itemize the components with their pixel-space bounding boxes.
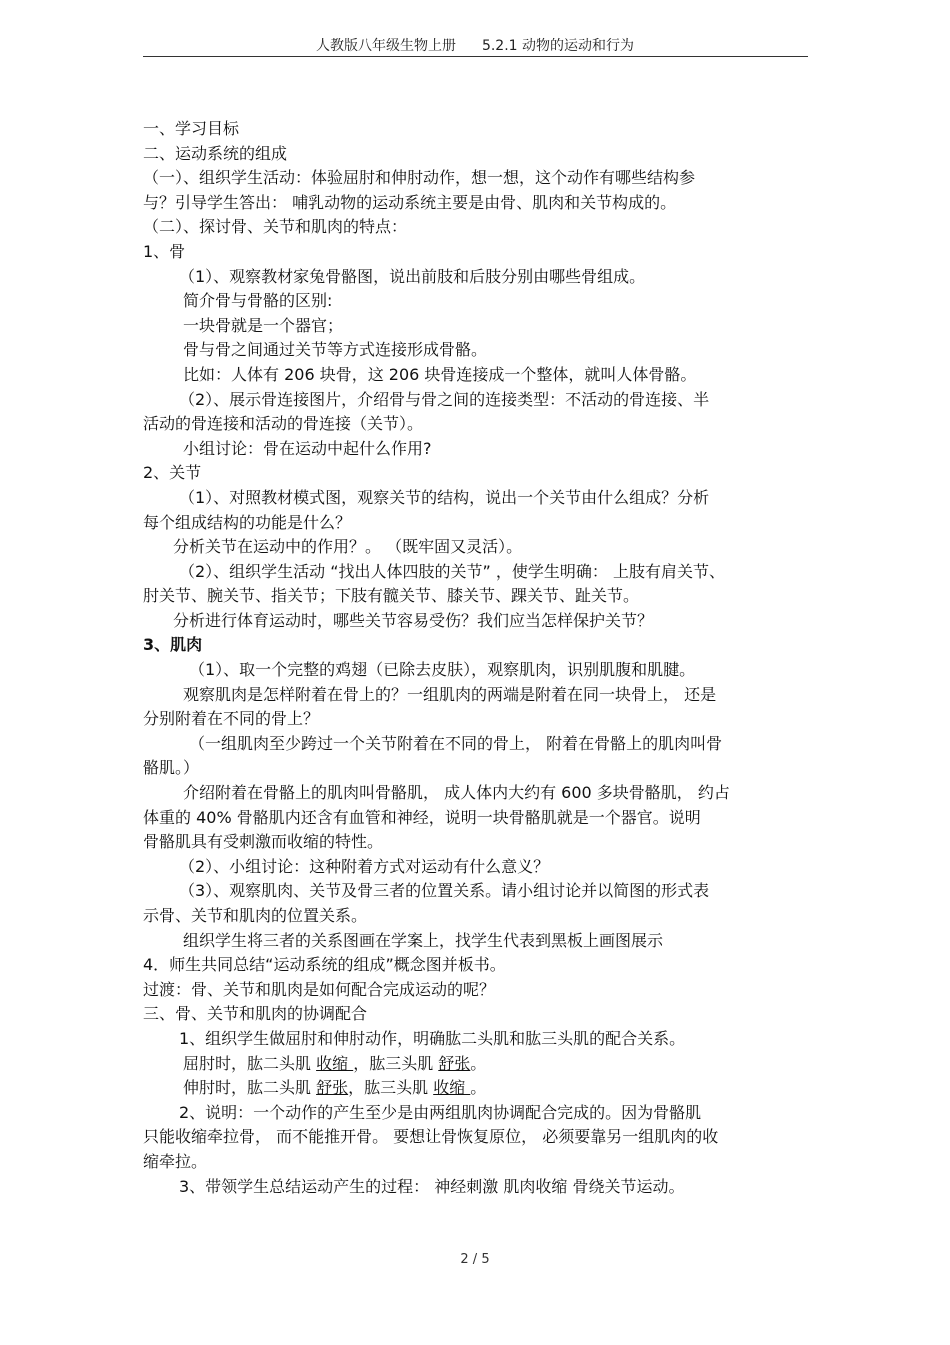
text-line: 缩牵拉。 xyxy=(143,1151,208,1171)
text-line: 介绍附着在骨骼上的肌肉叫骨骼肌， 成人体内大约有 600 多块骨骼肌， 约占 xyxy=(183,783,730,803)
text-line: 2、说明：一个动作的产生至少是由两组肌肉协调配合完成的。因为骨骼肌 xyxy=(179,1102,702,1122)
text-line: 1、组织学生做屈肘和伸肘动作，明确肱二头肌和肱三头肌的配合关系。 xyxy=(179,1028,686,1048)
text-line: （一）、组织学生活动：体验屈肘和伸肘动作，想一想，这个动作有哪些结构参 xyxy=(143,168,696,188)
fill-blank-answer: 收缩 xyxy=(433,1078,471,1098)
text-line: 2、关节 xyxy=(143,463,202,483)
text-line: （二）、探讨骨、关节和肌肉的特点： xyxy=(143,217,408,237)
header-title: 人教版八年级生物上册 xyxy=(315,38,456,54)
text-line: 体重的 40% 骨骼肌内还含有血管和神经，说明一块骨骼肌就是一个器官。说明 xyxy=(143,807,701,827)
text-line: （2）、组织学生活动 “找出人体四肢的关节” ，使学生明确： 上肢有肩关节、 xyxy=(179,561,726,581)
text-line: 小组讨论：骨在运动中起什么作用? xyxy=(183,438,432,458)
text-line: 比如：人体有 206 块骨，这 206 块骨连接成一个整体，就叫人体骨骼。 xyxy=(183,364,697,384)
text-line: 骨与骨之间通过关节等方式连接形成骨骼。 xyxy=(183,340,488,360)
text-line: 三、骨、关节和肌肉的协调配合 xyxy=(143,1004,368,1024)
text-line: （1）、对照教材模式图，观察关节的结构，说出一个关节由什么组成？分析 xyxy=(179,487,710,507)
text-segment: 屈肘时，肱二头肌 xyxy=(183,1053,317,1073)
page-number: 2 / 5 xyxy=(460,1252,490,1267)
text-line: （3）、观察肌肉、关节及骨三者的位置关系。请小组讨论并以简图的形式表 xyxy=(179,881,710,901)
text-line: （1）、观察教材家兔骨骼图，说出前肢和后肢分别由哪些骨组成。 xyxy=(179,266,646,286)
fill-blank-answer: 舒张 xyxy=(438,1053,471,1073)
text-line: 只能收缩牵拉骨， 而不能推开骨。 要想让骨恢复原位， 必须要靠另一组肌肉的收 xyxy=(143,1127,719,1147)
header-rule xyxy=(143,56,808,57)
text-line: 示骨、关节和肌肉的位置关系。 xyxy=(143,906,368,925)
text-line: 4．师生共同总结“运动系统的组成”概念图并板书。 xyxy=(143,955,506,975)
text-line: （2）、展示骨连接图片，介绍骨与骨之间的连接类型：不活动的骨连接、半 xyxy=(179,389,710,409)
text-line: 观察肌肉是怎样附着在骨上的？一组肌肉的两端是附着在同一块骨上， 还是 xyxy=(183,684,717,704)
text-line: 分析进行体育运动时，哪些关节容易受伤？我们应当怎样保护关节？ xyxy=(173,610,654,630)
text-line: 二、运动系统的组成 xyxy=(143,143,288,163)
text-line: （2）、小组讨论：这种附着方式对运动有什么意义？ xyxy=(179,856,550,876)
text-line: 分别附着在不同的骨上？ xyxy=(143,709,320,729)
text-line: 与？引导学生答出： 哺乳动物的运动系统主要是由骨、肌肉和关节构成的。 xyxy=(143,192,677,212)
text-line: 简介骨与骨骼的区别: xyxy=(183,291,333,311)
fill-blank-answer: 舒张 xyxy=(316,1078,349,1098)
document-body xyxy=(143,117,823,1199)
text-line: 过渡：骨、关节和肌肉是如何配合完成运动的呢？ xyxy=(143,979,496,999)
text-line: 骼肌。） xyxy=(143,758,200,778)
text-segment: 。 xyxy=(470,1078,487,1098)
text-segment: 伸肘时，肱二头肌 xyxy=(183,1078,317,1098)
text-line: （1）、取一个完整的鸡翅（已除去皮肤），观察肌肉，识别肌腹和肌腱。 xyxy=(189,660,696,680)
text-line: （一组肌肉至少跨过一个关节附着在不同的骨上， 附着在骨骼上的肌肉叫骨 xyxy=(189,733,723,753)
text-line: 一块骨就是一个器官； xyxy=(183,315,344,335)
text-line: 分析关节在运动中的作用？。 （既牢固又灵活）。 xyxy=(173,537,523,557)
text-segment: ，肱三头肌 xyxy=(348,1078,434,1098)
text-line: 活动的骨连接和活动的骨连接（关节）。 xyxy=(143,414,424,434)
text-line: 每个组成结构的功能是什么？ xyxy=(143,512,352,532)
header-section: 5.2.1 动物的运动和行为 xyxy=(481,38,635,54)
text-line: 组织学生将三者的关系图画在学案上，找学生代表到黑板上画图展示 xyxy=(183,930,664,950)
text-line: 3、肌肉 xyxy=(143,635,203,655)
text-line xyxy=(143,1076,823,1101)
fill-blank-answer: 收缩 xyxy=(316,1053,354,1073)
text-line xyxy=(143,1052,823,1077)
text-line: 肘关节、腕关节、指关节；下肢有髋关节、膝关节、踝关节、趾关节。 xyxy=(143,586,640,606)
text-line: 一、学习目标 xyxy=(143,119,240,138)
page-header xyxy=(0,35,950,55)
text-line: 骨骼肌具有受刺激而收缩的特性。 xyxy=(143,832,384,852)
text-line: 3、带领学生总结运动产生的过程： 神经刺激 肌肉收缩 骨绕关节运动。 xyxy=(179,1176,685,1196)
text-segment: ，肱三头肌 xyxy=(353,1053,439,1073)
text-segment: 。 xyxy=(470,1053,487,1073)
text-line: 1、骨 xyxy=(143,241,186,261)
